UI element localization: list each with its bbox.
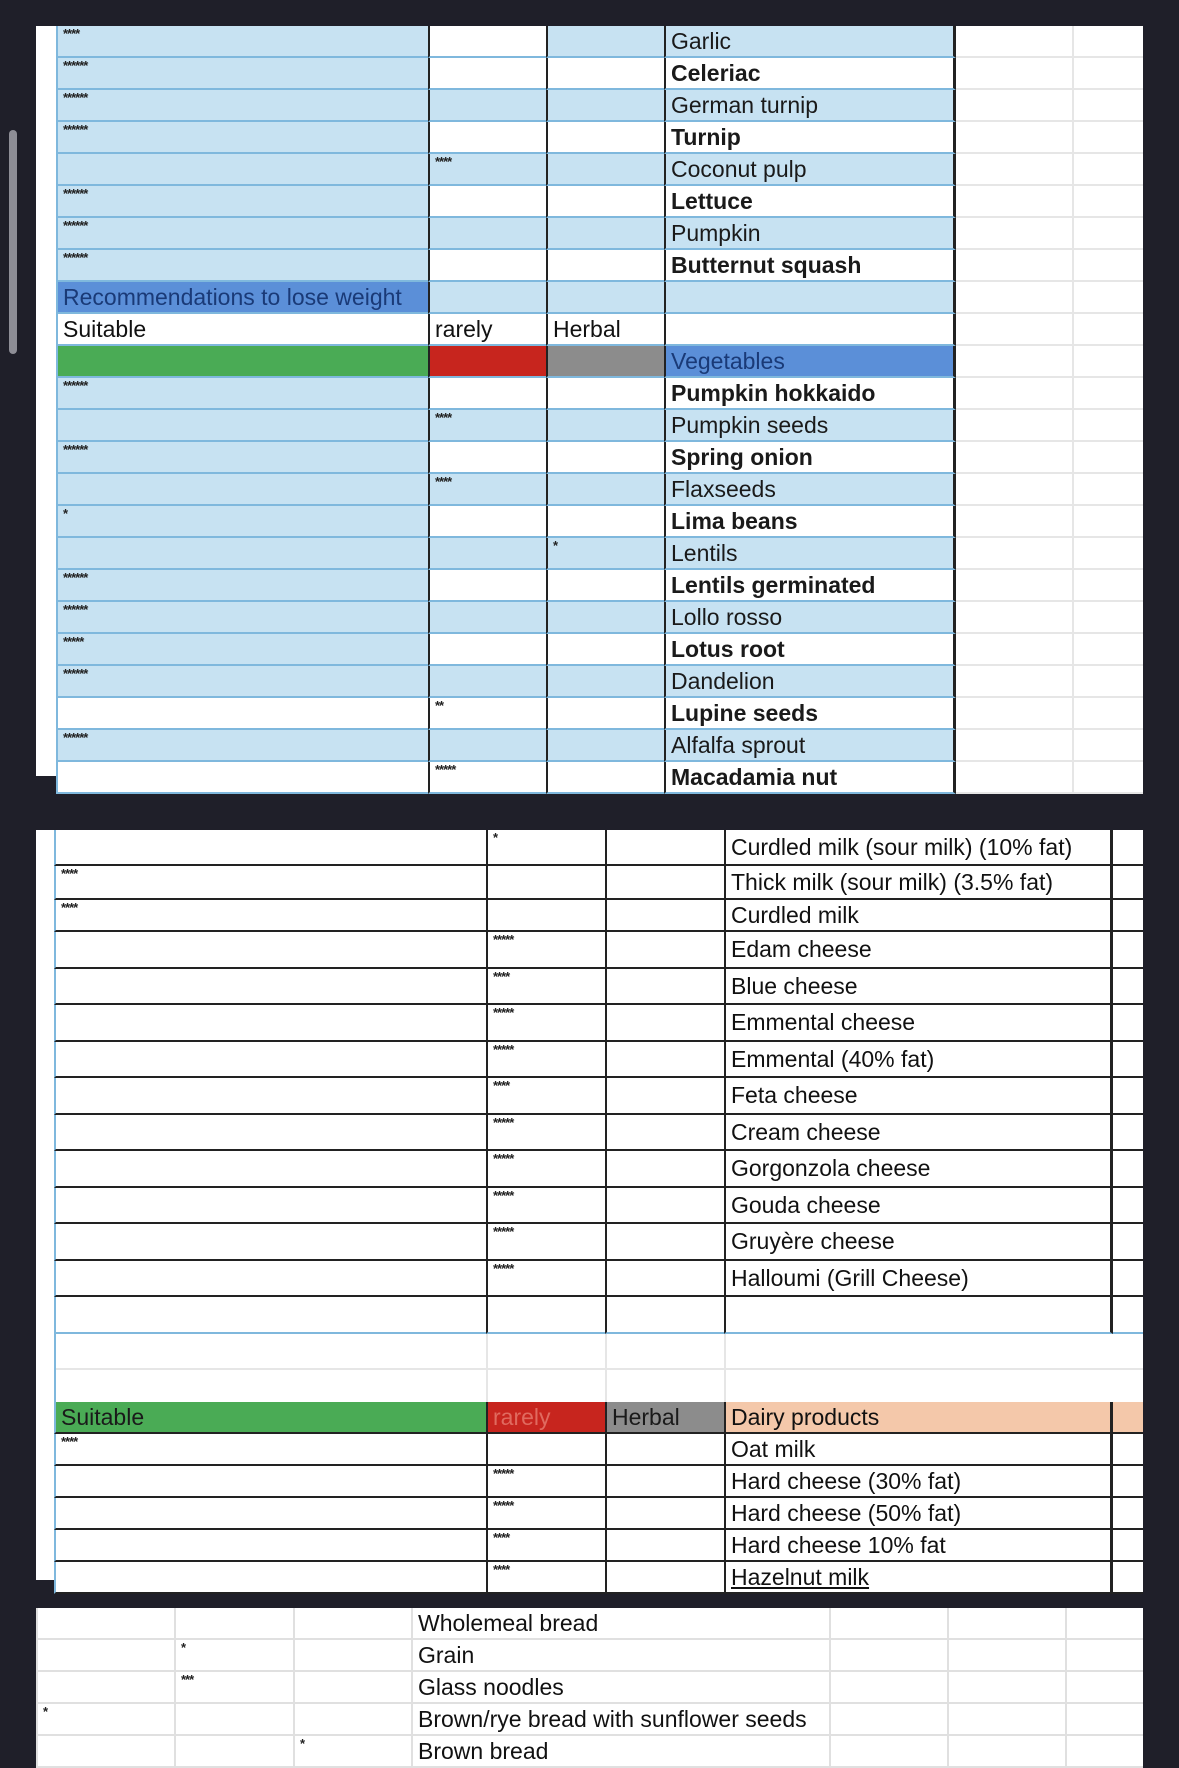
food-name: Lentils (671, 540, 738, 566)
table-row[interactable] (36, 698, 1143, 730)
table-row[interactable] (36, 1188, 1143, 1224)
rarely-stars: ***** (493, 1115, 514, 1130)
food-name: Garlic (671, 28, 732, 54)
table-row[interactable] (36, 58, 1143, 90)
rarely-stars: **** (435, 410, 452, 425)
food-name: Gruyère cheese (731, 1228, 895, 1254)
food-name: Pumpkin seeds (671, 412, 829, 438)
empty-rows (36, 1334, 1143, 1402)
food-name: Edam cheese (731, 936, 872, 962)
section-title-row (36, 282, 1143, 314)
table-row[interactable] (36, 1115, 1143, 1151)
food-name: Coconut pulp (671, 156, 807, 182)
food-name: Lima beans (671, 508, 798, 534)
food-name: Oat milk (731, 1436, 816, 1462)
suitable-stars: ****** (63, 90, 88, 105)
table-row[interactable] (36, 1224, 1143, 1261)
food-name: Curdled milk (sour milk) (10% fat) (731, 834, 1073, 860)
food-name: Macadamia nut (671, 764, 838, 790)
table-row[interactable] (36, 1261, 1143, 1297)
food-name: Spring onion (671, 444, 813, 470)
food-name: Celeriac (671, 60, 761, 86)
table-row[interactable] (36, 1466, 1143, 1498)
food-name: Lollo rosso (671, 604, 783, 630)
table-row[interactable] (36, 154, 1143, 186)
table-row[interactable] (36, 969, 1143, 1005)
suitable-stars: ****** (63, 378, 88, 393)
food-name: Emmental (40% fat) (731, 1046, 935, 1072)
table-row[interactable] (36, 410, 1143, 442)
suitable-stars: ****** (63, 666, 88, 681)
screenshot-panel-dairy (36, 830, 1143, 1590)
table-row[interactable] (36, 442, 1143, 474)
table-row[interactable] (36, 506, 1143, 538)
rarely-stars: **** (493, 1530, 510, 1545)
table-row[interactable] (36, 1530, 1143, 1562)
suitable-stars: ****** (63, 186, 88, 201)
color-key-row (36, 346, 1143, 378)
food-name: Alfalfa sprout (671, 732, 806, 758)
table-row[interactable] (36, 932, 1143, 969)
column-header-row (36, 314, 1143, 346)
food-name: Lettuce (671, 188, 753, 214)
rarely-stars: ***** (435, 762, 456, 777)
food-name: Curdled milk (731, 902, 859, 928)
suitable-stars: ****** (63, 570, 88, 585)
table-row[interactable] (36, 122, 1143, 154)
food-name: Hazelnut milk (731, 1564, 870, 1590)
table-row[interactable] (36, 1640, 1143, 1672)
table-row[interactable] (36, 762, 1143, 794)
suitable-stars: **** (61, 1434, 78, 1449)
rarely-stars: ***** (493, 1498, 514, 1513)
suitable-stars: ****** (63, 730, 88, 745)
table-row[interactable] (36, 1736, 1143, 1768)
rarely-stars: ** (435, 698, 444, 713)
column-header-suitable: Suitable (63, 316, 147, 342)
food-name: Lentils germinated (671, 572, 876, 598)
table-row[interactable] (36, 602, 1143, 634)
rating-stars: * (300, 1736, 305, 1751)
food-name: Glass noodles (418, 1674, 564, 1700)
column-header-herbal: Herbal (553, 316, 621, 342)
herbal-color-swatch (546, 346, 664, 378)
table-row[interactable] (36, 1672, 1143, 1704)
rarely-stars: ***** (493, 1151, 514, 1166)
rarely-stars: * (493, 830, 498, 845)
table-row[interactable] (36, 250, 1143, 282)
table-row[interactable] (36, 378, 1143, 410)
food-name: Halloumi (Grill Cheese) (731, 1265, 969, 1291)
table-row[interactable] (36, 1608, 1143, 1640)
column-header-herbal: Herbal (612, 1404, 680, 1430)
table-row[interactable] (36, 900, 1143, 932)
food-name: Emmental cheese (731, 1009, 916, 1035)
scrollbar-thumb[interactable] (9, 130, 17, 354)
suitable-stars: **** (61, 900, 78, 915)
section-title: Recommendations to lose weight (63, 284, 402, 310)
screenshot-panel-vegetables (36, 26, 1143, 790)
rating-stars: * (43, 1704, 48, 1719)
column-header-suitable: Suitable (61, 1404, 145, 1430)
column-header-row (36, 1402, 1143, 1434)
column-header-rarely: rarely (493, 1404, 551, 1430)
food-name: Cream cheese (731, 1119, 881, 1145)
rarely-stars: **** (493, 1562, 510, 1577)
table-row[interactable] (36, 1005, 1143, 1042)
suitable-stars: ****** (63, 122, 88, 137)
food-name: German turnip (671, 92, 819, 118)
suitable-color-swatch (56, 346, 428, 378)
suitable-stars: **** (61, 866, 78, 881)
table-row[interactable] (36, 866, 1143, 900)
food-name: Turnip (671, 124, 741, 150)
column-header-rarely: rarely (435, 316, 493, 342)
food-name: Hard cheese (50% fat) (731, 1500, 962, 1526)
table-row[interactable] (36, 1151, 1143, 1188)
suitable-stars: ****** (63, 218, 88, 233)
table-row[interactable] (36, 730, 1143, 762)
food-name: Hard cheese (30% fat) (731, 1468, 962, 1494)
food-name: Flaxseeds (671, 476, 776, 502)
suitable-stars: ***** (63, 634, 84, 649)
food-name: Pumpkin hokkaido (671, 380, 876, 406)
rarely-stars: ***** (493, 1224, 514, 1239)
category-label: Vegetables (671, 348, 785, 374)
table-row[interactable] (36, 1704, 1143, 1736)
food-name: Hard cheese 10% fat (731, 1532, 946, 1558)
table-row[interactable] (36, 666, 1143, 698)
table-row[interactable] (36, 1042, 1143, 1078)
rarely-stars: **** (493, 1078, 510, 1093)
food-name: Brown/rye bread with sunflower seeds (418, 1706, 807, 1732)
rating-stars: *** (181, 1672, 194, 1687)
food-name: Thick milk (sour milk) (3.5% fat) (731, 869, 1054, 895)
food-name: Gouda cheese (731, 1192, 881, 1218)
rarely-stars: **** (435, 154, 452, 169)
rarely-stars: ***** (493, 1261, 514, 1276)
rating-stars: * (181, 1640, 186, 1655)
food-name: Wholemeal bread (418, 1610, 599, 1636)
suitable-stars: ****** (63, 442, 88, 457)
table-row[interactable] (36, 634, 1143, 666)
rarely-stars: ***** (493, 1466, 514, 1481)
rarely-color-swatch (428, 346, 546, 378)
table-row[interactable] (36, 474, 1143, 506)
rarely-stars: **** (493, 969, 510, 984)
table-row[interactable] (36, 1434, 1143, 1466)
food-name: Butternut squash (671, 252, 862, 278)
herbal-stars: * (553, 538, 558, 553)
table-row[interactable] (36, 26, 1143, 58)
table-row[interactable] (36, 830, 1143, 866)
food-name: Gorgonzola cheese (731, 1155, 931, 1181)
suitable-stars: ****** (63, 58, 88, 73)
food-name: Feta cheese (731, 1082, 858, 1108)
food-name: Brown bread (418, 1738, 549, 1764)
rarely-stars: ***** (493, 1042, 514, 1057)
table-row[interactable] (36, 1498, 1143, 1530)
table-row[interactable] (36, 186, 1143, 218)
suitable-stars: * (63, 506, 68, 521)
food-name: Blue cheese (731, 973, 858, 999)
rarely-stars: ***** (493, 1188, 514, 1203)
rarely-stars: ***** (493, 1005, 514, 1020)
table-row[interactable] (36, 1078, 1143, 1115)
food-name: Dandelion (671, 668, 775, 694)
suitable-stars: ****** (63, 602, 88, 617)
category-label: Dairy products (731, 1404, 880, 1430)
screenshot-panel-grain (36, 1610, 1143, 1764)
table-row[interactable] (36, 218, 1143, 250)
table-row[interactable] (36, 90, 1143, 122)
rarely-stars: **** (435, 474, 452, 489)
food-name: Lotus root (671, 636, 785, 662)
rarely-stars: ***** (493, 932, 514, 947)
food-name: Pumpkin (671, 220, 761, 246)
suitable-stars: **** (63, 26, 80, 41)
table-row[interactable] (36, 570, 1143, 602)
table-row[interactable] (36, 538, 1143, 570)
suitable-stars: ****** (63, 250, 88, 265)
food-name: Grain (418, 1642, 475, 1668)
food-name: Lupine seeds (671, 700, 818, 726)
table-row[interactable] (36, 1562, 1143, 1594)
table-row[interactable] (36, 1297, 1143, 1334)
